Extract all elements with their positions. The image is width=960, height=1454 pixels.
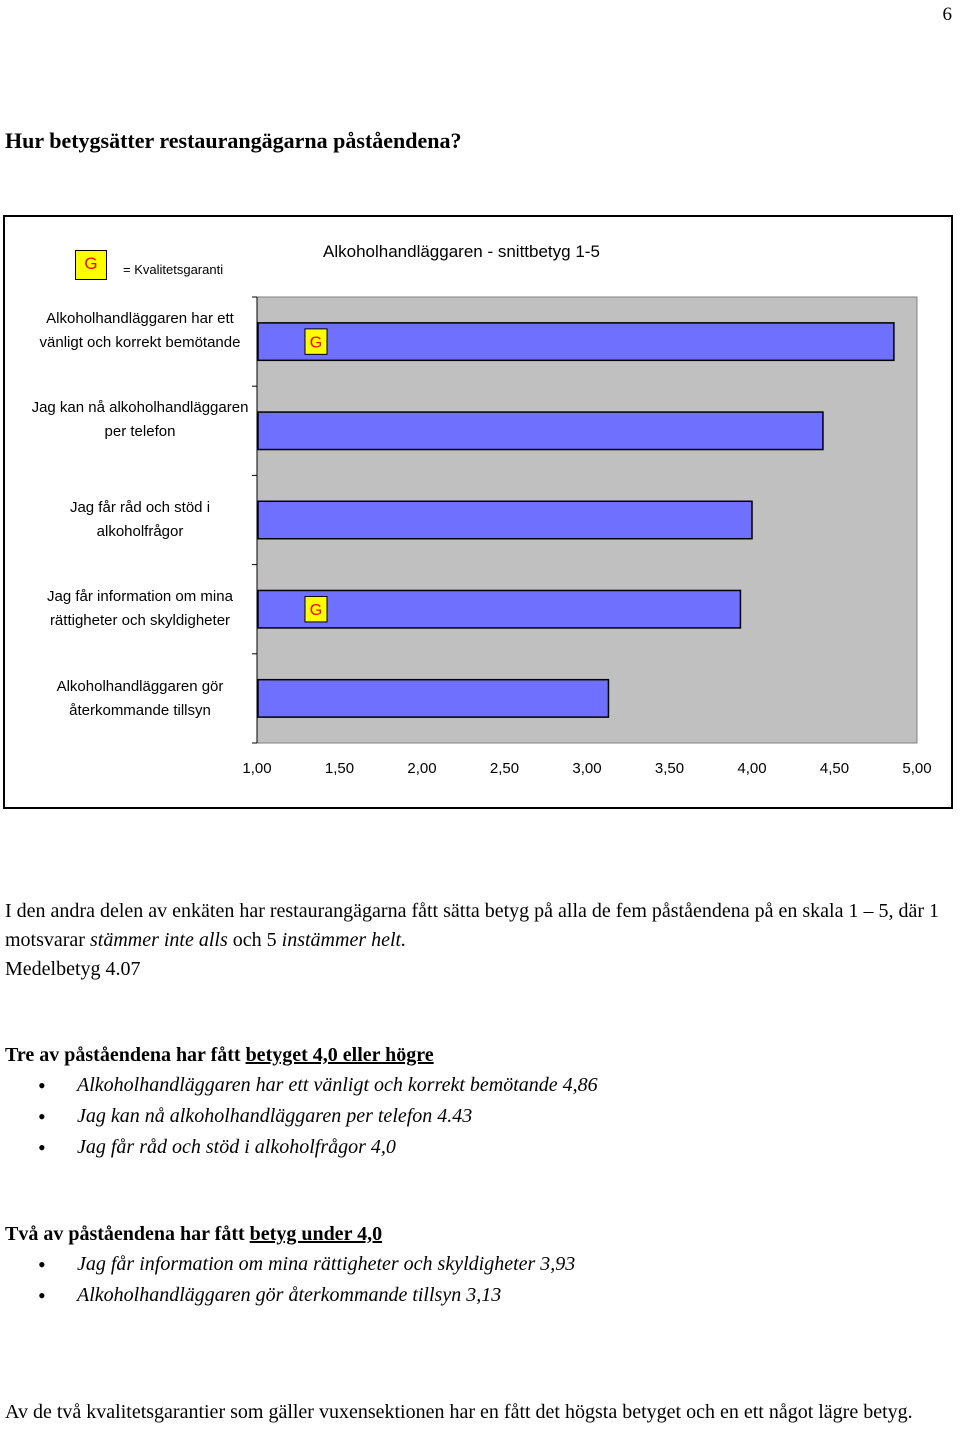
x-tick-label: 4,50 [819,760,850,777]
x-tick-label: 1,50 [324,760,355,777]
legend-marker-letter: G [84,254,98,273]
list-item: • Alkoholhandläggaren har ett vänligt och korrekt bemötande 4,86 [38,1070,598,1101]
intro-emphasis-1: stämmer inte alls [89,929,228,951]
guarantee-marker-letter: G [309,334,323,352]
x-tick-label: 5,00 [902,760,932,777]
legend-label: = Kvalitetsgaranti [123,262,224,277]
guarantee-marker-letter: G [309,602,323,620]
legend-marker [75,250,107,280]
bar-chart [3,215,953,809]
average-score: Medelbetyg 4.07 [5,958,141,980]
x-tick-label: 3,50 [654,760,685,777]
list-item: • Jag kan nå alkoholhandläggaren per telefon 4.43 [38,1101,598,1132]
bar [258,412,823,449]
section2-heading [5,1220,382,1249]
category-label: Alkoholhandläggaren har ett vänligt och korrekt bemötande [39,310,241,351]
list-item: • Alkoholhandläggaren gör återkommande tillsyn 3,13 [38,1280,575,1311]
chart-title: Alkoholhandläggaren - snittbetyg 1-5 [323,242,600,261]
x-tick-label: 3,00 [572,760,602,777]
x-tick-label: 1,00 [242,760,272,777]
x-tick-label: 2,00 [407,760,437,777]
intro-paragraph [5,897,950,984]
list-item: • Jag får information om mina rättigheter och skyldigheter 3,93 [38,1249,575,1280]
closing-paragraph: Av de två kvalitetsgarantier som gäller vuxensektionen har en fått det högsta betyget och en ett något lägre betyg. [5,1401,913,1423]
section1-list [38,1070,598,1163]
list-item: • Jag får råd och stöd i alkoholfrågor 4,0 [38,1132,598,1163]
intro-text-2: och 5 [232,929,277,951]
bar [258,680,608,717]
intro-emphasis-2: instämmer helt. [281,929,407,951]
category-label: Jag får information om mina rättigheter och skyldigheter [47,588,233,629]
section1-heading [5,1041,434,1070]
section2-underlined: betyg under 4,0 [249,1223,383,1245]
section1-prefix: Tre av påståendena har fått [5,1044,241,1066]
section1-underlined: betyget 4,0 eller högre [245,1044,434,1066]
x-tick-label: 2,50 [489,760,520,777]
category-label: Jag kan nå alkoholhandläggaren per telefon [31,399,249,440]
bar [258,323,894,360]
section2-list [38,1249,575,1311]
bar [258,501,752,538]
bar [258,590,740,627]
intro-text-1: I den andra delen av enkäten har restaurangägarna fått sätta betyg på alla de fem påståendena på en skala 1 – 5, där 1 motsvarar [5,900,940,951]
page-heading: Hur betygsätter restaurangägarna påståendena? [5,128,462,153]
category-label: Jag får råd och stöd i alkoholfrågor [69,499,211,540]
section2-prefix: Två av påståendena har fått [5,1223,245,1245]
category-label: Alkoholhandläggaren gör återkommande tillsyn [56,678,224,719]
page-number: 6 [942,4,952,25]
x-tick-label: 4,00 [737,760,767,777]
